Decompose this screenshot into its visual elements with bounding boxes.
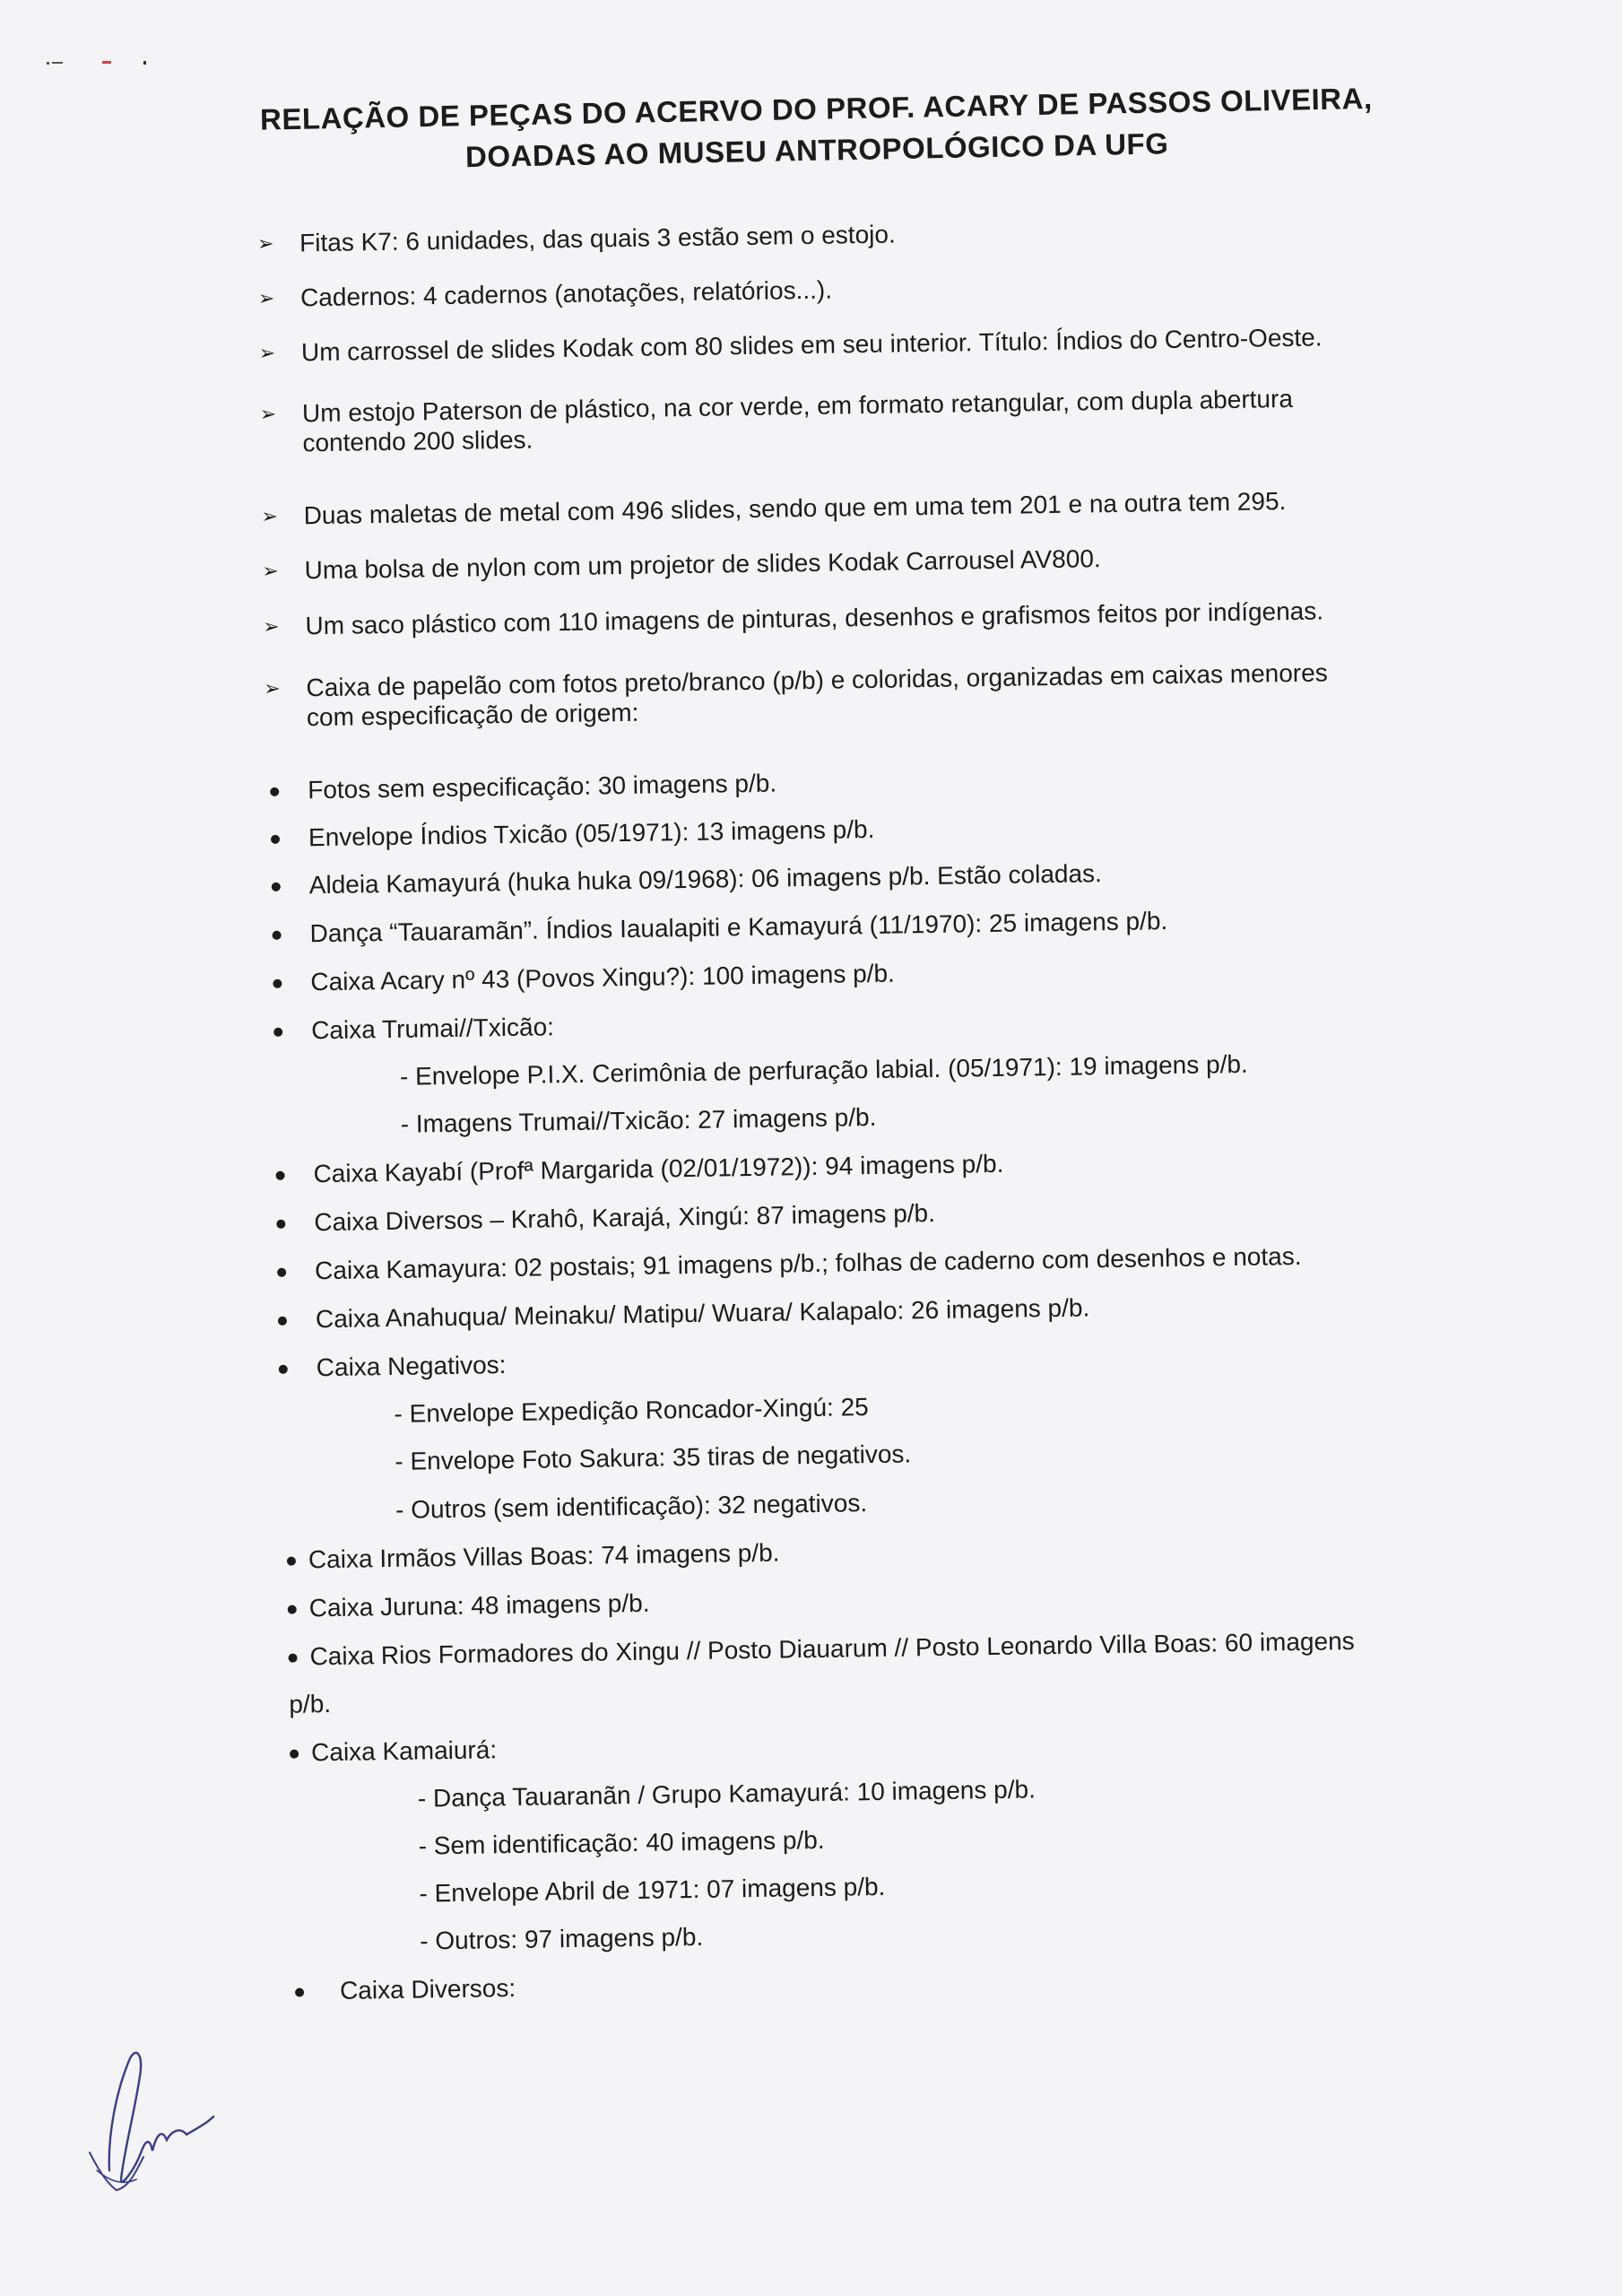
list-item-text: - Envelope Expedição Roncador-Xingú: 25 — [394, 1393, 869, 1428]
list-item-text: Duas maletas de metal com 496 slides, sendo que em uma tem 201 e na outra tem 295. — [303, 487, 1287, 530]
bullet-icon — [273, 979, 282, 988]
list-item-text: Fitas K7: 6 unidades, das quais 3 estão sem o estojo. — [299, 220, 896, 257]
bullet-icon — [288, 1654, 297, 1663]
list-item-text: Caixa Kamayura: 02 postais; 91 imagens p/b.; folhas de caderno com desenhos e notas. — [314, 1241, 1302, 1285]
list-item-text: contendo 200 slides. — [302, 425, 533, 457]
list-item-text: Caixa Kayabí (Profª Margarida (02/01/1972)): 94 imagens p/b. — [313, 1149, 1004, 1188]
list-item-text: com especificação de origem: — [306, 698, 639, 732]
list-item-text: Caixa Anahuqua/ Meinaku/ Matipu/ Wuara/ Kalapalo: 26 imagens p/b. — [315, 1293, 1090, 1334]
title-line-1: RELAÇÃO DE PEÇAS DO ACERVO DO PROF. ACARY DE PASSOS OLIVEIRA, — [259, 81, 1373, 136]
list-item-text: Dança “Tauaramãn”. Índios Iaualapiti e Kamayurá (11/1970): 25 imagens p/b. — [309, 907, 1168, 948]
scan-marks — [47, 57, 154, 68]
list-item-text: Caixa Juruna: 48 imagens p/b. — [308, 1588, 650, 1622]
bullet-icon — [273, 1028, 282, 1037]
bullet-icon — [288, 1605, 297, 1614]
bullet-icon — [279, 1365, 288, 1374]
list-item-text: Um carrossel de slides Kodak com 80 slides em seu interior. Título: Índios do Centro-Oeste. — [300, 323, 1323, 367]
list-item-text: Caixa Diversos – Krahô, Karajá, Xingú: 87 imagens p/b. — [314, 1198, 936, 1237]
bullet-icon — [287, 1557, 296, 1566]
list-item-text: - Sem identificação: 40 imagens p/b. — [418, 1825, 825, 1860]
list-item-text: - Envelope Foto Sakura: 35 tiras de negativos. — [395, 1439, 912, 1475]
list-item-text: Caixa Trumai//Txicão: — [310, 1013, 555, 1045]
list-item-text: - Dança Tauaranãn / Grupo Kamayurá: 10 imagens p/b. — [417, 1775, 1037, 1813]
list-item-text: Caixa Kamaiurá: — [310, 1735, 498, 1767]
arrow-bullet-icon: ➢ — [263, 614, 280, 638]
list-item-text: Caixa Irmãos Villas Boas: 74 imagens p/b. — [308, 1538, 780, 1574]
bullet-icon — [277, 1268, 286, 1277]
arrow-bullet-icon: ➢ — [262, 559, 279, 583]
bullet-icon — [276, 1220, 285, 1229]
bullet-icon — [272, 883, 281, 891]
arrow-bullet-icon: ➢ — [259, 402, 277, 426]
bullet-icon — [276, 1171, 285, 1180]
list-item-text: - Envelope P.I.X. Cerimônia de perfuração labial. (05/1971): 19 imagens p/b. — [399, 1049, 1248, 1091]
list-item-text: Uma bolsa de nylon com um projetor de slides Kodak Carrousel AV800. — [304, 544, 1101, 585]
list-item-text: Caixa Negativos: — [316, 1351, 507, 1382]
list-item-text: Aldeia Kamayurá (huka huka 09/1968): 06 imagens p/b. Estão coladas. — [308, 859, 1103, 900]
signature — [81, 2036, 215, 2197]
arrow-bullet-icon: ➢ — [264, 676, 281, 700]
arrow-bullet-icon: ➢ — [261, 504, 279, 528]
bullet-icon — [270, 787, 279, 796]
bullet-icon — [278, 1317, 287, 1326]
document-title — [197, 77, 1436, 183]
bullet-icon — [295, 1987, 304, 1996]
title-line-2: DOADAS AO MUSEU ANTROPOLÓGICO DA UFG — [464, 126, 1169, 174]
list-item-text: - Imagens Trumai//Txicão: 27 imagens p/b. — [400, 1102, 877, 1138]
list-item-text: Um estojo Paterson de plástico, na cor verde, em formato retangular, com dupla abertura — [301, 384, 1294, 428]
list-item-text: - Outros: 97 imagens p/b. — [420, 1922, 704, 1955]
list-item-text: Caixa Rios Formadores do Xingu // Posto Diauarum // Posto Leonardo Villa Boas: 60 imagens — [309, 1627, 1355, 1671]
list-item-text: Caixa de papelão com fotos preto/branco (p/b) e coloridas, organizadas em caixas menores — [306, 658, 1328, 702]
arrow-bullet-icon: ➢ — [258, 341, 276, 365]
arrow-bullet-icon: ➢ — [257, 286, 275, 310]
list-item-text: Caixa Acary nº 43 (Povos Xingu?): 100 imagens p/b. — [310, 959, 896, 996]
bullet-icon — [273, 931, 282, 940]
list-item-text: Fotos sem especificação: 30 imagens p/b. — [307, 769, 777, 804]
arrow-bullet-icon: ➢ — [256, 231, 274, 256]
list-item-text: p/b. — [289, 1690, 332, 1718]
list-item-text: - Envelope Abril de 1971: 07 imagens p/b. — [419, 1872, 886, 1908]
list-item-text: Envelope Índios Txicão (05/1971): 13 imagens p/b. — [308, 814, 875, 852]
list-item-text: - Outros (sem identificação): 32 negativos. — [395, 1489, 868, 1524]
bullet-icon — [271, 835, 280, 844]
bullet-icon — [290, 1750, 299, 1759]
list-item-text: Caixa Diversos: — [339, 1973, 516, 2005]
list-item-text: Um saco plástico com 110 imagens de pinturas, desenhos e grafismos feitos por indígenas. — [305, 596, 1324, 640]
list-item-text: Cadernos: 4 cadernos (anotações, relatórios...). — [299, 275, 833, 312]
